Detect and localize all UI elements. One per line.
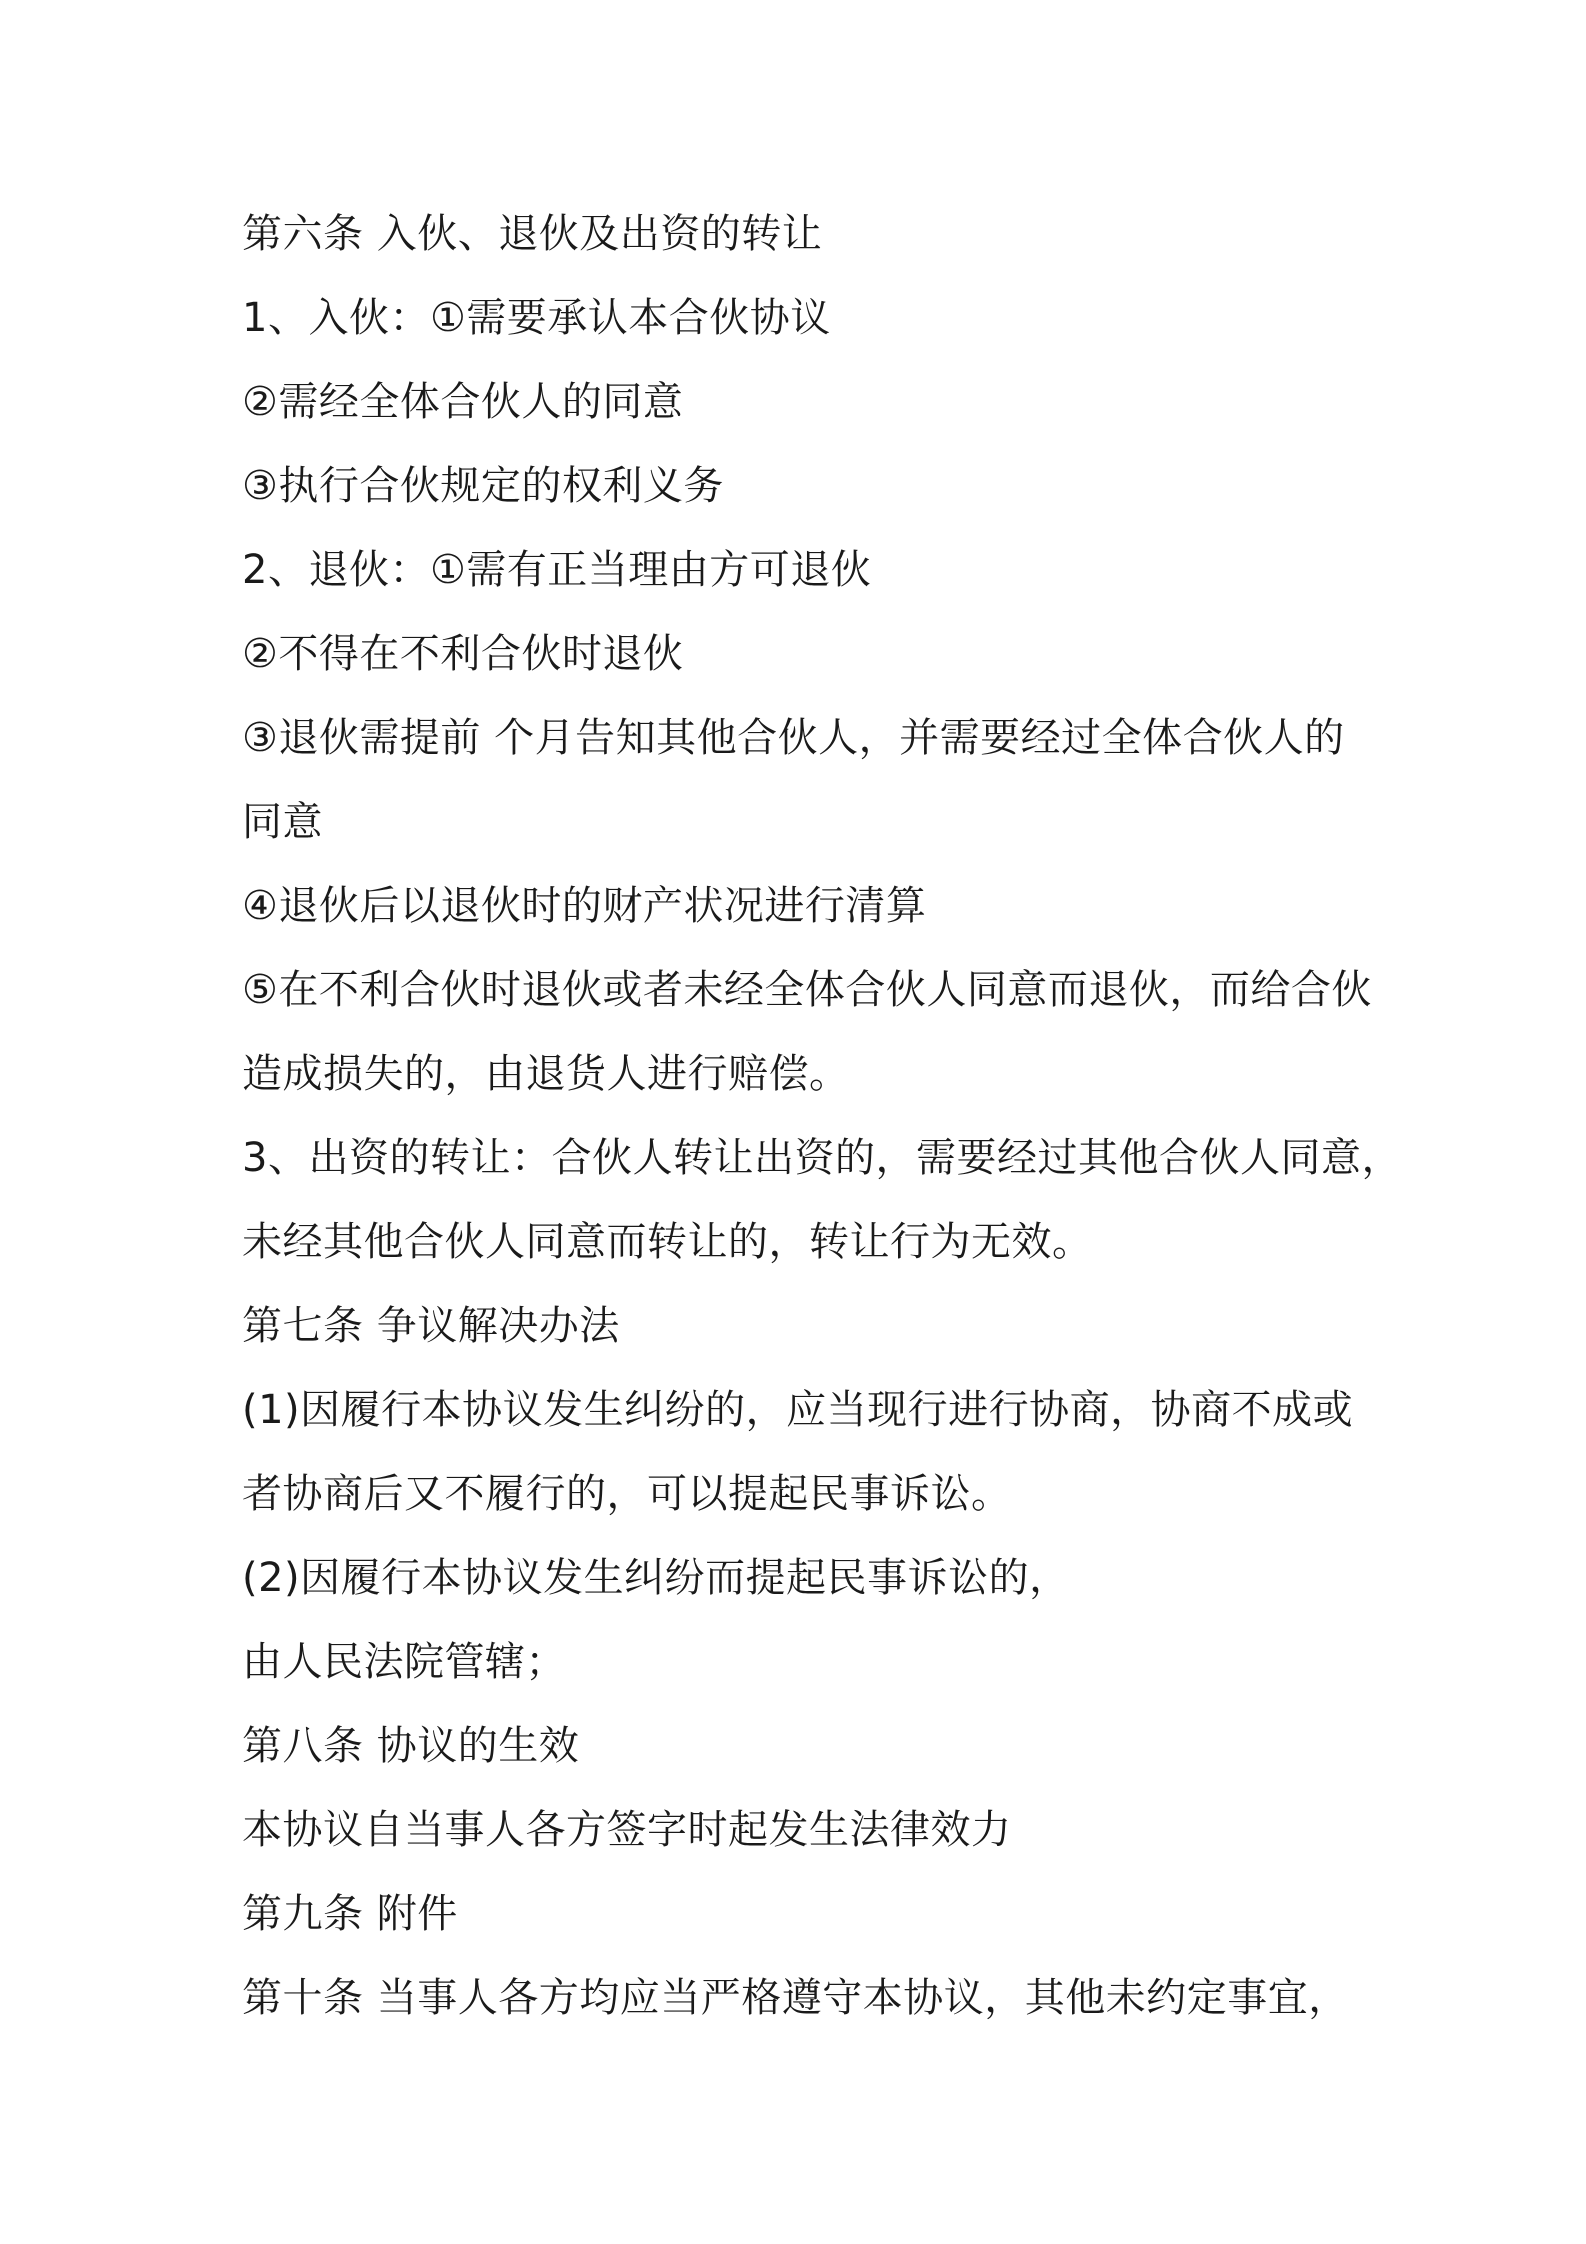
withdrawal-item-4: ④退伙后以退伙时的财产状况进行清算	[242, 883, 927, 929]
dispute-item-1-cont: 者协商后又不履行的，可以提起民事诉讼。	[242, 1471, 1012, 1517]
withdrawal-item-1: 2、退伙：①需有正当理由方可退伙	[242, 547, 872, 593]
withdrawal-item-3: ③退伙需提前 个月告知其他合伙人，并需要经过全体合伙人的	[242, 715, 1345, 761]
dispute-item-2: (2)因履行本协议发生纠纷而提起民事诉讼的，	[242, 1555, 1070, 1601]
article-7-heading: 第七条 争议解决办法	[242, 1303, 620, 1349]
dispute-item-2-cont: 由人民法院管辖；	[242, 1639, 566, 1685]
article-9-heading: 第九条 附件	[242, 1891, 458, 1937]
dispute-item-1: (1)因履行本协议发生纠纷的，应当现行进行协商，协商不成或	[242, 1387, 1354, 1433]
withdrawal-item-5: ⑤在不利合伙时退伙或者未经全体合伙人同意而退伙，而给合伙	[242, 967, 1372, 1013]
transfer-clause: 3、出资的转让：合伙人转让出资的，需要经过其他合伙人同意，	[242, 1135, 1402, 1181]
effectiveness-clause: 本协议自当事人各方签字时起发生法律效力	[242, 1807, 1012, 1853]
withdrawal-item-3-cont: 同意	[242, 799, 323, 845]
transfer-clause-cont: 未经其他合伙人同意而转让的，转让行为无效。	[242, 1219, 1093, 1265]
document-body	[242, 192, 1402, 2040]
admission-item-3: ③执行合伙规定的权利义务	[242, 463, 724, 509]
withdrawal-item-5-cont: 造成损失的，由退货人进行赔偿。	[242, 1051, 850, 1097]
article-6-heading: 第六条 入伙、退伙及出资的转让	[242, 211, 823, 257]
article-8-heading: 第八条 协议的生效	[242, 1723, 580, 1769]
article-10-heading: 第十条 当事人各方均应当严格遵守本协议，其他未约定事宜，	[242, 1975, 1349, 2021]
admission-item-1: 1、入伙：①需要承认本合伙协议	[242, 295, 831, 341]
admission-item-2: ②需经全体合伙人的同意	[242, 379, 684, 425]
withdrawal-item-2: ②不得在不利合伙时退伙	[242, 631, 684, 677]
